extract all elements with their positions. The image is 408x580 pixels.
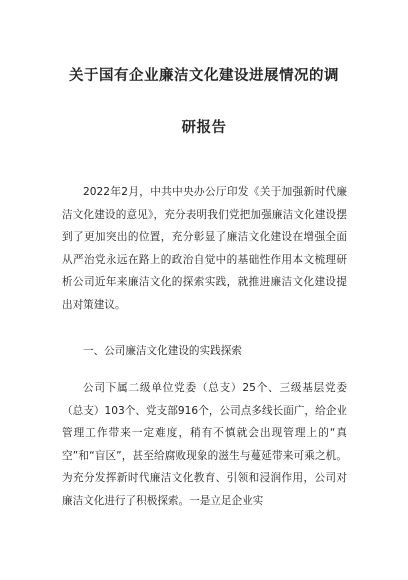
section1-heading: 一、公司廉洁文化建设的实践探索 — [83, 345, 242, 357]
document-title-line2: 研报告 — [181, 120, 227, 136]
document-title-line1: 关于国有企业廉洁文化建设进展情况的调 — [69, 68, 339, 84]
intro-paragraph: 2022年2月，中共中央办公厅印发《关于加强新时代廉洁文化建设的意见》，充分表明我们党把加强廉洁文化建设摆到了更加突出的位置，充分彰显了廉洁文化建设在增强全面从严治党永远在路上的政治自觉中的基础性作用本文梳理研析公司近年来廉洁文化的探索实践，就推进廉洁文化建设提出对策建议。 — [62, 186, 347, 311]
section1-paragraph: 公司下属二级单位党委（总支）25个、三级基层党委（总支）103个、党支部916个，公司点多线长面广，给企业管理工作带来一定难度，稍有不慎就会出现管理上的“真空”和“盲区”，甚至给腐败现象的滋生与蔓延带来可乘之机。为充分发挥新时代廉洁文化教育、引领和浸润作用，公司对廉洁文化进行了积极探索。一是立足企业实 — [62, 382, 347, 507]
